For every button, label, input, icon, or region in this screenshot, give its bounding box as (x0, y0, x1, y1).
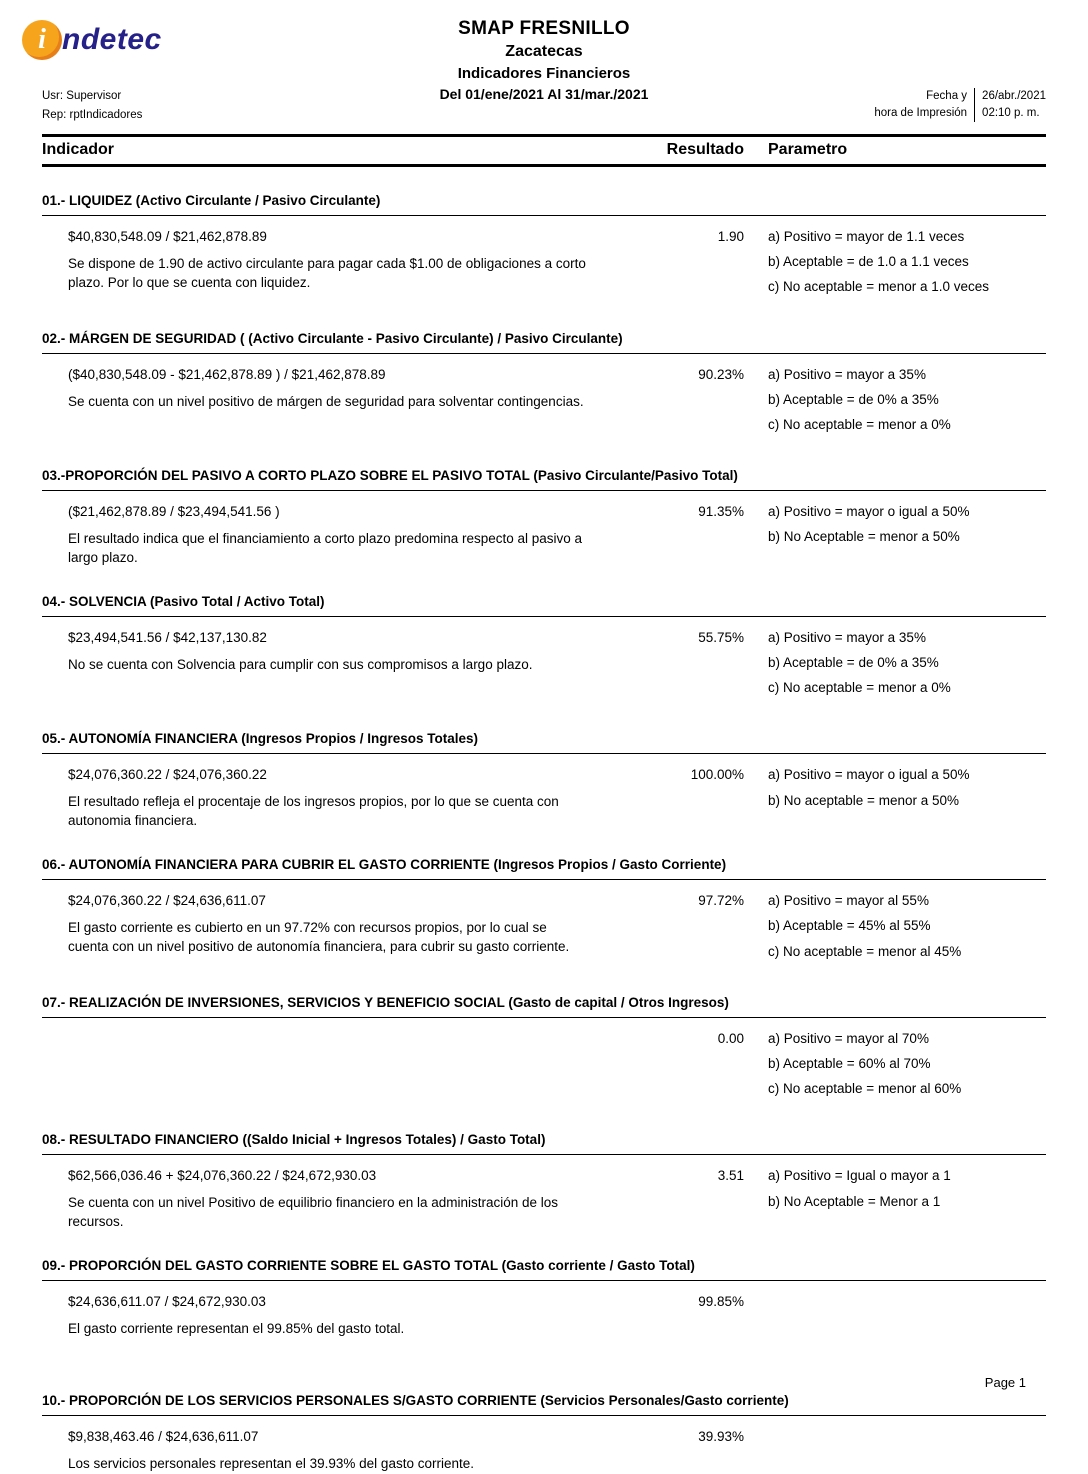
parameter-line: b) Aceptable = de 0% a 35% (768, 391, 939, 407)
indicator-title: 06.- AUTONOMÍA FINANCIERA PARA CUBRIR EL GASTO CORRIENTE (Ingresos Propios / Gasto Corriente) (42, 857, 727, 873)
indicator-description: Se dispone de 1.90 de activo circulante para pagar cada $1.00 de obligaciones a corto plazo. Por lo que se cuenta con liquidez. (68, 256, 586, 290)
table-header (42, 134, 1046, 167)
indicator-parameters (768, 1294, 1046, 1339)
indicator-section (42, 193, 1046, 305)
indicator-formula: $62,566,036.46 + $24,076,360.22 / $24,672,930.03 (68, 1168, 377, 1184)
parameter-line: a) Positivo = mayor a 35% (768, 629, 926, 645)
parameter-line: c) No aceptable = menor a 1.0 veces (768, 279, 989, 295)
indicator-title: 05.- AUTONOMÍA FINANCIERA (Ingresos Propios / Ingresos Totales) (42, 731, 479, 747)
parameter-line: b) Aceptable = de 0% a 35% (768, 655, 939, 671)
indicator-formula: $23,494,541.56 / $42,137,130.82 (68, 629, 267, 645)
indetec-logo (22, 20, 162, 60)
indicator-section (42, 1132, 1046, 1232)
report-name: Indicadores Financieros (457, 65, 631, 82)
indicator-section (42, 1258, 1046, 1339)
print-labels (874, 88, 974, 123)
indicator-body (42, 1416, 1046, 1474)
indicator-section (42, 1393, 1046, 1474)
indicator-result: 97.72% (698, 893, 744, 909)
indicator-parameters (768, 767, 1046, 831)
parameter-line: b) Aceptable = de 1.0 a 1.1 veces (768, 254, 969, 270)
parameter-line: c) No aceptable = menor al 60% (768, 1081, 962, 1097)
indicator-parameters (768, 893, 1046, 969)
user-label: Usr: Supervisor (42, 90, 122, 103)
column-parametro: Parametro (768, 141, 848, 158)
indicator-parameters (768, 367, 1046, 443)
parameter-line: b) Aceptable = 60% al 70% (768, 1056, 931, 1071)
indicator-left-column (42, 367, 590, 443)
print-values (974, 88, 1046, 123)
indicator-section (42, 857, 1046, 969)
parameter-line: a) Positivo = mayor de 1.1 veces (768, 229, 965, 244)
indicator-section (42, 331, 1046, 443)
indicator-parameters (768, 1429, 1046, 1474)
indicator-description: El gasto corriente es cubierto en un 97.72% con recursos propios, por lo cual se cuenta con un nivel positivo de autonomía financiera, para cubrir su gasto corriente. (68, 920, 570, 955)
indicator-body (42, 754, 1046, 831)
print-date-value: 26/abr./2021 (982, 89, 1046, 102)
indicator-description: El resultado refleja el procentaje de los ingresos propios, por lo que se cuenta con autonomia financiera. (68, 794, 559, 829)
parameter-line: a) Positivo = mayor al 55% (768, 893, 929, 909)
indicator-body (42, 617, 1046, 706)
indicator-left-column (42, 504, 590, 568)
indicator-body (42, 491, 1046, 568)
indicator-left-column (42, 893, 590, 969)
indicator-result: 0.00 (717, 1030, 744, 1046)
indicator-body (42, 1155, 1046, 1232)
parameter-line: c) No aceptable = menor a 0% (768, 680, 951, 696)
indicator-formula: $24,636,611.07 / $24,672,930.03 (68, 1294, 266, 1310)
indicator-title: 10.- PROPORCIÓN DE LOS SERVICIOS PERSONALES S/GASTO CORRIENTE (Servicios Personales/Gasto corriente) (42, 1393, 789, 1409)
indicator-parameters (768, 630, 1046, 706)
indicator-body (42, 216, 1046, 305)
print-meta (874, 88, 1046, 123)
indicator-body (42, 1018, 1046, 1107)
indicator-section (42, 995, 1046, 1107)
indicator-description: Los servicios personales representan el 39.93% del gasto corriente. (68, 1456, 474, 1472)
column-indicador: Indicador (42, 141, 115, 158)
indicator-result: 100.00% (690, 767, 744, 783)
indicator-result: 39.93% (698, 1429, 744, 1445)
indicator-left-column (42, 1294, 590, 1339)
indicator-formula: $24,076,360.22 / $24,636,611.07 (68, 893, 266, 909)
parameter-line: b) No aceptable = menor a 50% (768, 792, 959, 808)
page-number: Page 1 (984, 1375, 1026, 1390)
parameter-line: a) Positivo = Igual o mayor a 1 (768, 1168, 951, 1184)
indicator-description: No se cuenta con Solvencia para cumplir con sus compromisos a largo plazo. (68, 656, 533, 672)
indicator-title: 08.- RESULTADO FINANCIERO ((Saldo Inicial + Ingresos Totales) / Gasto Total) (42, 1132, 546, 1148)
parameter-line: b) Aceptable = 45% al 55% (768, 918, 931, 934)
column-resultado: Resultado (666, 141, 744, 158)
indicator-formula (68, 1031, 590, 1045)
indicators-list (42, 193, 1046, 1474)
parameter-line: a) Positivo = mayor o igual a 50% (768, 504, 970, 520)
indicator-description: Se cuenta con un nivel positivo de márgen de seguridad para solventar contingencias. (68, 393, 584, 409)
parameter-line: a) Positivo = mayor al 70% (768, 1030, 929, 1046)
indicator-left-column (42, 767, 590, 831)
indicator-body (42, 354, 1046, 443)
parameter-line: b) No Aceptable = menor a 50% (768, 529, 960, 545)
print-time-label: hora de Impresión (874, 106, 968, 119)
report-label: Rep: rptIndicadores (42, 108, 143, 121)
indicator-left-column (42, 1168, 590, 1232)
indicator-parameters (768, 504, 1046, 568)
print-time-value: 02:10 p. m. (982, 106, 1040, 119)
indicator-body (42, 880, 1046, 969)
logo-icon: i (22, 20, 62, 60)
page-subtitle: Zacatecas (505, 43, 583, 60)
indicator-left-column (42, 1429, 590, 1474)
indicator-result: 3.51 (717, 1168, 744, 1184)
parameter-line: c) No aceptable = menor a 0% (768, 416, 951, 432)
indicator-parameters (768, 229, 1046, 305)
indicator-result: 55.75% (698, 629, 744, 645)
report-header (38, 14, 1046, 126)
indicator-title: 02.- MÁRGEN DE SEGURIDAD ( (Activo Circulante - Pasivo Circulante) / Pasivo Circulante) (42, 330, 623, 346)
print-date-label: Fecha y (926, 89, 968, 102)
user-meta (42, 87, 142, 124)
report-period: Del 01/ene/2021 Al 31/mar./2021 (439, 86, 649, 102)
indicator-description: El gasto corriente representan el 99.85% del gasto total. (68, 1321, 405, 1337)
indicator-section (42, 594, 1046, 706)
indicator-body (42, 1281, 1046, 1339)
indicator-section (42, 731, 1046, 831)
indicator-title: 04.- SOLVENCIA (Pasivo Total / Activo Total) (42, 593, 325, 609)
indicator-formula: $24,076,360.22 / $24,076,360.22 (68, 767, 267, 783)
indicator-title: 03.-PROPORCIÓN DEL PASIVO A CORTO PLAZO SOBRE EL PASIVO TOTAL (Pasivo Circulante/Pasivo Total) (42, 468, 738, 484)
indicator-parameters (768, 1168, 1046, 1232)
indicator-left-column (42, 630, 590, 706)
indicator-section (42, 468, 1046, 568)
parameter-line: a) Positivo = mayor o igual a 50% (768, 767, 970, 783)
indicator-title: 01.- LIQUIDEZ (Activo Circulante / Pasivo Circulante) (42, 193, 381, 208)
parameter-line: c) No aceptable = menor al 45% (768, 943, 962, 959)
indicator-title: 09.- PROPORCIÓN DEL GASTO CORRIENTE SOBRE EL GASTO TOTAL (Gasto corriente / Gasto Total) (42, 1258, 695, 1274)
indicator-formula: ($40,830,548.09 - $21,462,878.89 ) / $21,462,878.89 (68, 366, 386, 382)
logo-text: ndetec (62, 23, 162, 56)
indicator-description: Se cuenta con un nivel Positivo de equilibrio financiero en la administración de los recursos. (68, 1195, 559, 1230)
page-title: SMAP FRESNILLO (458, 18, 630, 39)
parameter-line: b) No Aceptable = Menor a 1 (768, 1193, 941, 1209)
indicator-result: 91.35% (698, 504, 744, 520)
indicator-description: El resultado indica que el financiamiento a corto plazo predomina respecto al pasivo a largo plazo. (68, 531, 583, 566)
indicator-result: 1.90 (717, 229, 744, 244)
indicator-title: 07.- REALIZACIÓN DE INVERSIONES, SERVICIOS Y BENEFICIO SOCIAL (Gasto de capital / Otros Ingresos) (42, 994, 729, 1010)
indicator-result: 99.85% (698, 1294, 744, 1310)
indicator-left-column (42, 229, 590, 305)
parameter-line: a) Positivo = mayor a 35% (768, 366, 926, 382)
indicator-parameters (768, 1031, 1046, 1107)
indicator-formula: $40,830,548.09 / $21,462,878.89 (68, 229, 267, 244)
indicator-result: 90.23% (698, 366, 744, 382)
indicator-formula: ($21,462,878.89 / $23,494,541.56 ) (68, 504, 280, 520)
indicator-formula: $9,838,463.46 / $24,636,611.07 (68, 1429, 259, 1445)
indicator-left-column (42, 1031, 590, 1107)
